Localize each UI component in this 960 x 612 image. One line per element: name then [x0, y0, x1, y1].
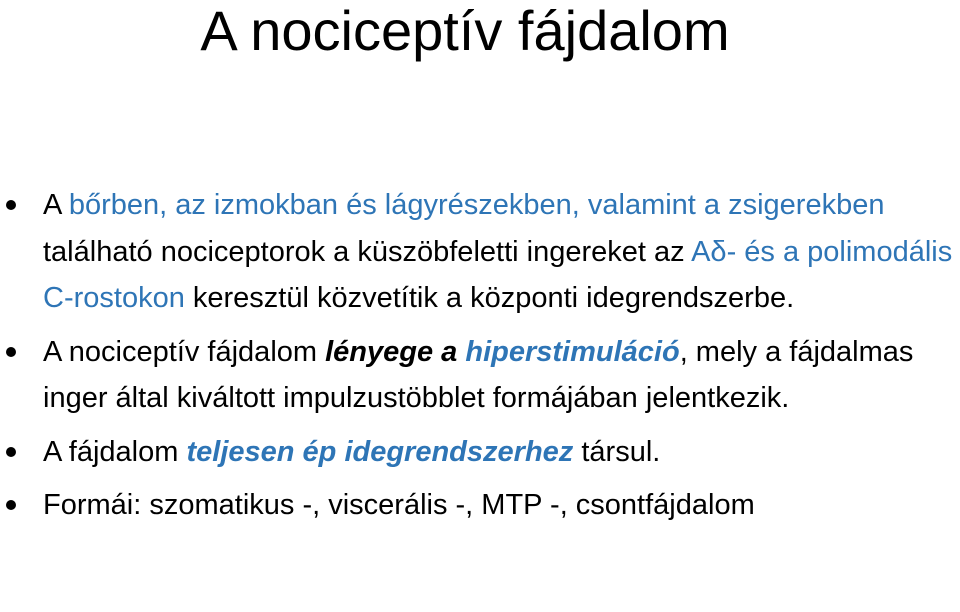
- bullet-text: , mely a fájdalmas inger által kiváltott impulzustöbblet formájában jelentkezik.: [43, 335, 914, 414]
- bullet-dot-icon: [6, 347, 16, 357]
- bullet-text: A nociceptív fájdalom: [43, 335, 326, 368]
- bullet-list: [0, 182, 955, 529]
- bullet-text: A: [43, 189, 69, 221]
- bullet-text-highlight: bőrben, az izmokban és lágyrészekben, valamint a zsigerekben: [68, 189, 885, 221]
- slide-title: A nociceptív fájdalom: [200, 0, 730, 62]
- bullet-item-3: [0, 429, 955, 476]
- bullet-text-emphasis: lényege a: [325, 335, 466, 368]
- bullet-item-1: [0, 182, 955, 322]
- bullet-text: társul.: [573, 435, 661, 468]
- bullet-text: Formái: szomatikus -, viscerális -, MTP -, csontfájdalom: [43, 489, 755, 521]
- bullet-item-4: [0, 482, 955, 529]
- bullet-text: keresztül közvetítik a központi idegrendszerbe.: [184, 282, 795, 314]
- bullet-text: A fájdalom: [43, 435, 187, 468]
- bullet-dot-icon: [6, 500, 16, 510]
- bullet-text-highlight: Aδ- és a polimodális C-rostokon: [43, 235, 953, 314]
- bullet-dot-icon: [6, 200, 16, 210]
- bullet-text-highlight: hiperstimuláció: [465, 335, 680, 368]
- bullet-text-highlight: teljesen ép idegrendszerhez: [186, 435, 574, 468]
- bullet-item-2: [0, 329, 955, 422]
- bullet-text: található nociceptorok a küszöbfeletti ingereket az: [43, 235, 692, 268]
- bullet-dot-icon: [6, 447, 16, 457]
